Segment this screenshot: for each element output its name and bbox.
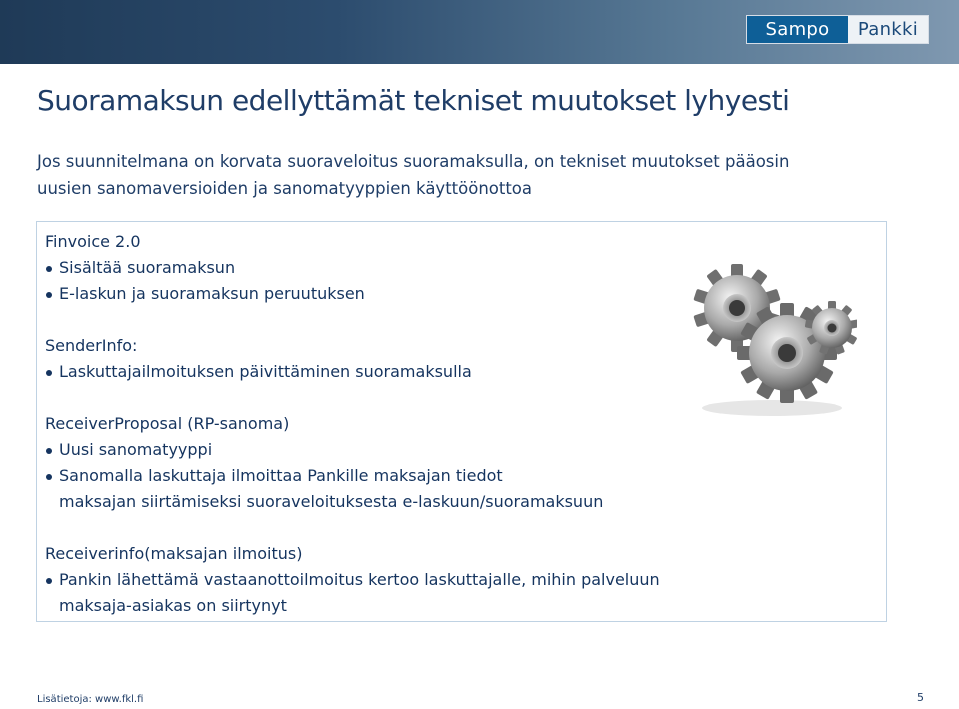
- intro-line-2: uusien sanomaversioiden ja sanomatyyppien käyttöönottoa: [37, 179, 533, 198]
- section-head-receiverinfo: Receiverinfo(maksajan ilmoitus): [45, 544, 303, 563]
- page-number: 5: [917, 691, 924, 704]
- content-box: [36, 221, 887, 622]
- bullet-finvoice-1: Sisältää suoramaksun: [45, 255, 805, 281]
- logo-part-2: Pankki: [848, 16, 928, 43]
- logo-part-1: Sampo: [747, 16, 848, 43]
- bullet-finvoice-2: E-laskun ja suoramaksun peruutuksen: [45, 281, 805, 307]
- section-head-finvoice: Finvoice 2.0: [45, 232, 141, 251]
- bullet-receiverproposal-2-cont: maksajan siirtämiseksi suoraveloituksesta e-laskuun/suoramaksuun: [59, 492, 604, 511]
- bullet-receiverinfo-1: Pankin lähettämä vastaanottoilmoitus kertoo laskuttajalle, mihin palveluun: [45, 567, 805, 593]
- page-title: Suoramaksun edellyttämät tekniset muutokset lyhyesti: [37, 84, 790, 117]
- footer-info: Lisätietoja: www.fkl.fi: [37, 694, 144, 705]
- gears-icon: [682, 248, 857, 423]
- sampo-pankki-logo: [746, 15, 929, 44]
- intro-text: [37, 148, 917, 202]
- bullet-receiverproposal-1: Uusi sanomatyyppi: [45, 437, 805, 463]
- bullet-receiverinfo-1-cont: maksaja-asiakas on siirtynyt: [59, 596, 287, 615]
- section-head-senderinfo: SenderInfo:: [45, 336, 138, 355]
- intro-line-1: Jos suunnitelmana on korvata suoraveloitus suoramaksulla, on tekniset muutokset pääosin: [37, 152, 790, 171]
- bullet-senderinfo-1: Laskuttajailmoituksen päivittäminen suoramaksulla: [45, 359, 805, 385]
- bullet-receiverproposal-2: Sanomalla laskuttaja ilmoittaa Pankille maksajan tiedot: [45, 463, 805, 489]
- header-bar: [0, 0, 959, 64]
- section-head-receiverproposal: ReceiverProposal (RP-sanoma): [45, 414, 290, 433]
